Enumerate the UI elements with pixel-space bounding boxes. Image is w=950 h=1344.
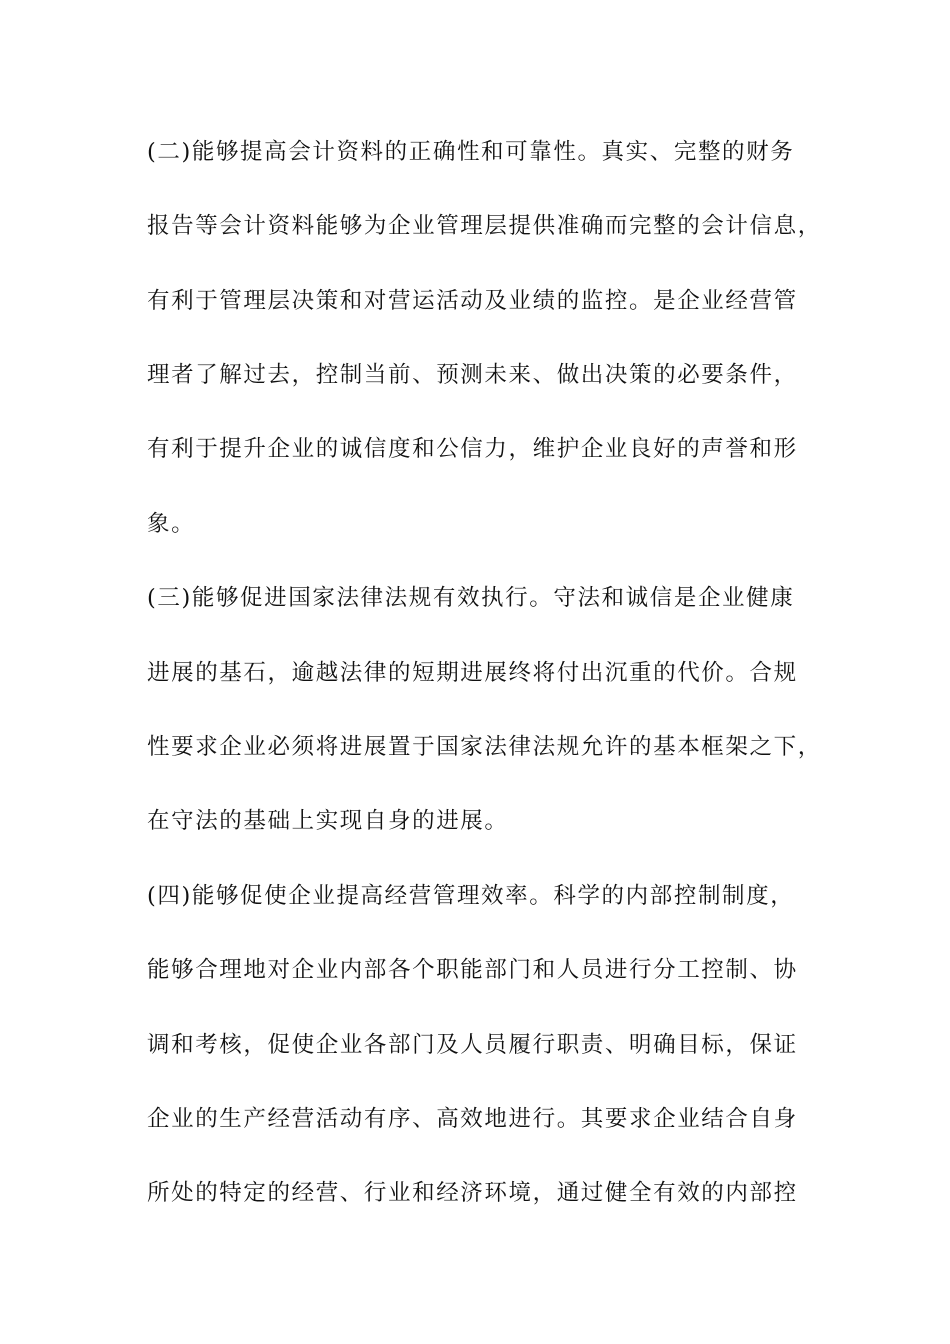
- text-line: 有利于提升企业的诚信度和公信力，维护企业良好的声誉和形: [147, 436, 798, 462]
- text-line: (三)能够促进国家法律法规有效执行。守法和诚信是企业健康: [147, 585, 795, 611]
- text-line: 理者了解过去，控制当前、预测未来、做出决策的必要条件，: [147, 362, 798, 388]
- text-line: 能够合理地对企业内部各个职能部门和人员进行分工控制、协: [147, 957, 798, 983]
- text-line: (二)能够提高会计资料的正确性和可靠性。真实、完整的财务: [147, 139, 795, 165]
- text-line: 所处的特定的经营、行业和经济环境，通过健全有效的内部控: [147, 1180, 798, 1206]
- text-line: 进展的基石，逾越法律的短期进展终将付出沉重的代价。合规: [147, 660, 798, 686]
- text-line: 象。: [147, 511, 196, 537]
- text-line: 企业的生产经营活动有序、高效地进行。其要求企业结合自身: [147, 1106, 798, 1132]
- text-line: 调和考核，促使企业各部门及人员履行职责、明确目标，保证: [147, 1032, 798, 1058]
- text-line: 在守法的基础上实现自身的进展。: [147, 808, 509, 834]
- text-line: (四)能够促使企业提高经营管理效率。科学的内部控制制度，: [147, 883, 795, 909]
- text-line: 性要求企业必须将进展置于国家法律法规允许的基本框架之下，: [147, 734, 822, 760]
- text-line: 报告等会计资料能够为企业管理层提供准确而完整的会计信息，: [147, 213, 822, 239]
- text-line: 有利于管理层决策和对营运活动及业绩的监控。是企业经营管: [147, 288, 798, 314]
